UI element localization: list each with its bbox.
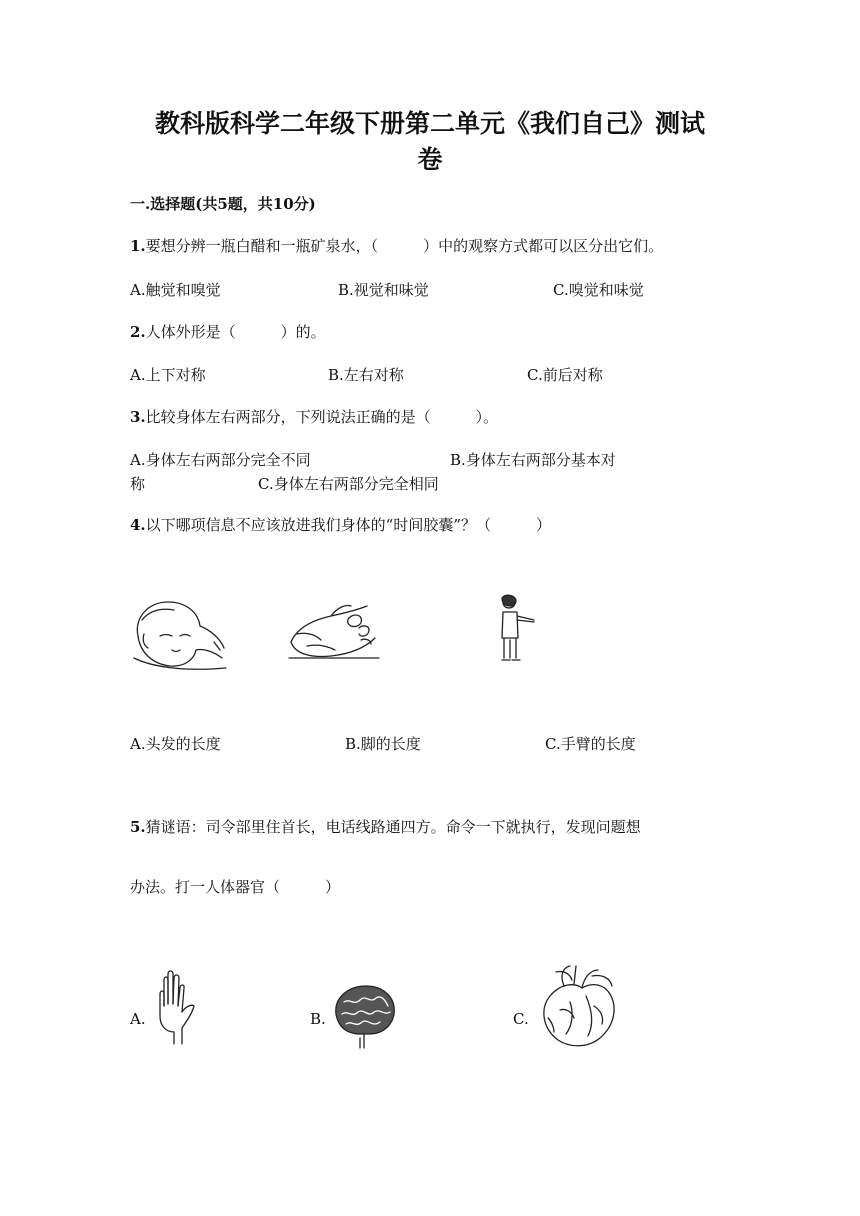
question-4 [130, 514, 551, 535]
section-heading: 一.选择题(共5题，共10分) [130, 195, 316, 213]
question-3 [130, 406, 498, 427]
q3-option-c[interactable]: C.身体左右两部分完全相同 [258, 475, 439, 493]
sleeping-child-image [130, 596, 230, 674]
question-5 [130, 816, 641, 837]
q5-option-c[interactable]: C. [513, 1010, 529, 1028]
foot-image [287, 598, 382, 662]
question-text: 猜谜语：司令部里住首长，电话线路通四方。命令一下就执行，发现问题想 [145, 818, 641, 836]
brain-image [330, 982, 400, 1050]
page-title: 教科版科学二年级下册第二单元《我们自己》测试 [154, 109, 705, 138]
q4-option-b[interactable]: B.脚的长度 [345, 735, 421, 753]
question-1 [130, 235, 663, 256]
q1-option-c[interactable]: C.嗅觉和味觉 [553, 281, 644, 299]
q4-option-c[interactable]: C.手臂的长度 [545, 735, 636, 753]
question-text: 要想分辨一瓶白醋和一瓶矿泉水，（ ）中的观察方式都可以区分出它们。 [145, 237, 664, 255]
heart-image [530, 962, 626, 1052]
q3-option-b-cont: 称 [130, 475, 146, 493]
question-text: 以下哪项信息不应该放进我们身体的“时间胶囊”？（ ） [145, 516, 552, 534]
q5-option-b[interactable]: B. [310, 1010, 326, 1028]
question-text: 比较身体左右两部分，下列说法正确的是（ ）。 [145, 408, 499, 426]
q3-option-a[interactable]: A.身体左右两部分完全不同 [130, 451, 311, 469]
question-text: 人体外形是（ ）的。 [145, 323, 326, 341]
q1-option-b[interactable]: B.视觉和味觉 [338, 281, 429, 299]
question-number: 3. [130, 408, 146, 426]
q1-option-a[interactable]: A.触觉和嗅觉 [130, 281, 221, 299]
question-2 [130, 321, 326, 342]
question-number: 4. [130, 516, 146, 534]
q2-option-c[interactable]: C.前后对称 [527, 366, 603, 384]
q5-option-a[interactable]: A. [130, 1010, 146, 1028]
question-number: 1. [130, 237, 146, 255]
question-number: 5. [130, 818, 146, 836]
boy-arm-image [490, 592, 540, 666]
q3-option-b[interactable]: B.身体左右两部分基本对 [450, 451, 616, 469]
q2-option-b[interactable]: B.左右对称 [328, 366, 404, 384]
page-title-cont: 卷 [417, 145, 443, 174]
q2-option-a[interactable]: A.上下对称 [130, 366, 206, 384]
hand-image [152, 970, 198, 1046]
question-number: 2. [130, 323, 146, 341]
q4-option-a[interactable]: A.头发的长度 [130, 735, 221, 753]
question-5-cont: 办法。打一人体器官（ ） [130, 878, 341, 896]
